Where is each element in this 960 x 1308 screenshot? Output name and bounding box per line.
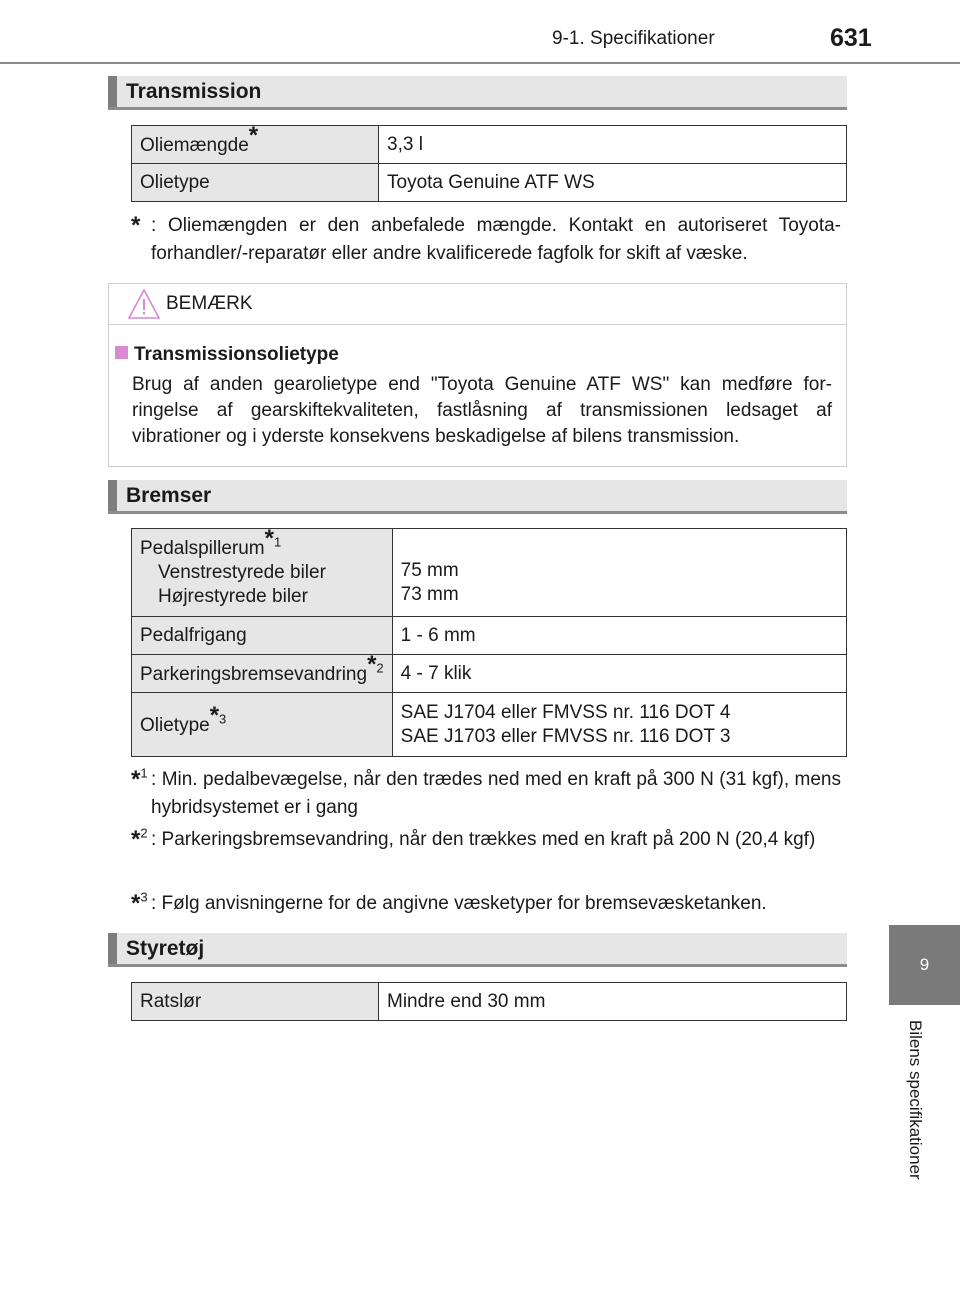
square-bullet-icon	[115, 346, 128, 359]
steering-heading: Styretøj	[108, 933, 847, 967]
table-value: 3,3 l	[379, 126, 847, 164]
chapter-tab[interactable]	[889, 925, 960, 1005]
table-value: 1 - 6 mm	[392, 617, 846, 655]
table-row	[132, 164, 847, 202]
table-key: Olietype*$^3$	[132, 693, 393, 757]
page-number: 631	[830, 24, 872, 52]
table-row	[132, 693, 847, 757]
table-key: Ratslør	[132, 983, 379, 1021]
chapter-label: Bilens specifikationer	[906, 1020, 925, 1180]
chapter-number: 9	[919, 955, 930, 974]
transmission-heading: Transmission	[108, 76, 847, 110]
transmission-table	[131, 121, 847, 202]
transmission-footnote: * : Oliemængden er den anbefalede mængde. Kontakt en autoriseret Toyota-forhandler/-reparatør eller andre kvalificerede fagfolk for skift af væske.	[131, 212, 841, 264]
table-value: Toyota Genuine ATF WS	[379, 164, 847, 202]
warning-icon	[127, 288, 161, 320]
header-rule	[0, 62, 960, 64]
table-row	[132, 983, 847, 1021]
notice-body: Brug af anden gearolietype end "Toyota Genuine ATF WS" kan medføre for-ringelse af gearskiftekvaliteten, fastlåsning af transmissionen ledsaget af vibrationer og i yderste konsekvens beskadigelse af bilens transmission.	[132, 374, 832, 447]
notice-subtitle: Transmissionsolietype	[115, 344, 339, 366]
table-row	[132, 617, 847, 655]
table-row	[132, 655, 847, 693]
table-value: 4 - 7 klik	[392, 655, 846, 693]
table-row	[132, 126, 847, 164]
table-row	[132, 529, 847, 617]
notice-box	[108, 283, 847, 467]
brakes-table	[131, 525, 847, 757]
brakes-heading: Bremser	[108, 480, 847, 514]
table-value: SAE J1704 eller FMVSS nr. 116 DOT 4 SAE J1703 eller FMVSS nr. 116 DOT 3	[392, 693, 846, 757]
brakes-footnote-1: *$^1$ : Min. pedalbevægelse, når den trædes ned med en kraft på 300 N (31 kgf), mens hybridsystemet er i gang	[131, 765, 841, 818]
table-key: Pedalfrigang	[132, 617, 393, 655]
section-title: 9-1. Specifikationer	[552, 28, 715, 49]
table-key: Oliemængde*	[132, 126, 379, 164]
table-key: Olietype	[132, 164, 379, 202]
notice-label: BEMÆRK	[166, 293, 253, 314]
notice-header	[109, 284, 846, 325]
brakes-footnote-2: *$^2$ : Parkeringsbremsevandring, når den trækkes med en kraft på 200 N (20,4 kgf)	[131, 825, 816, 853]
brakes-footnote-3: *$^3$ : Følg anvisningerne for de angivne væsketyper for bremsevæsketanken.	[131, 889, 767, 917]
steering-table	[131, 982, 847, 1021]
table-value: Mindre end 30 mm	[379, 983, 847, 1021]
table-key: Parkeringsbremsevandring*$^2$	[132, 655, 393, 693]
table-key: Pedalspillerum*$^1$ Venstrestyrede biler Højrestyrede biler	[132, 529, 393, 617]
table-value: 75 mm 73 mm	[392, 529, 846, 617]
